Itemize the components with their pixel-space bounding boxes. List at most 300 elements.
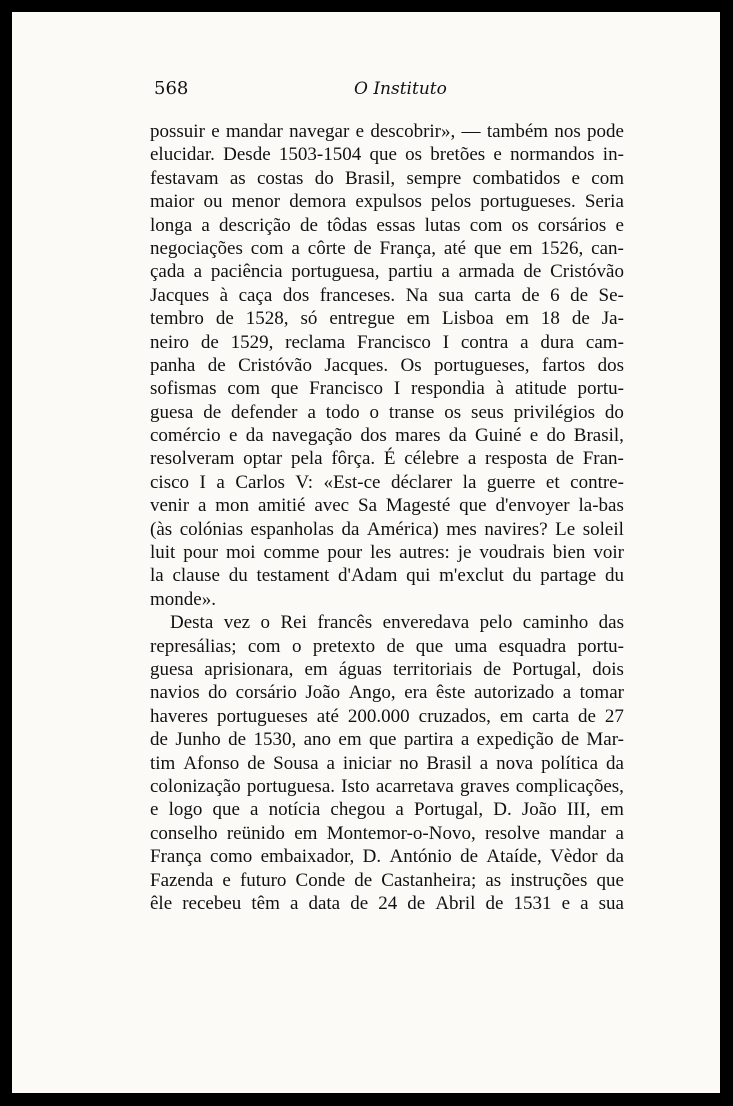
word: em <box>294 822 318 844</box>
word: como <box>210 846 253 868</box>
word: pelos <box>430 191 472 213</box>
word: Carlos <box>235 471 285 493</box>
word: combatidos <box>472 167 561 189</box>
word: do <box>314 167 334 189</box>
word: sua <box>598 892 624 914</box>
book-page <box>12 12 720 1093</box>
word: a <box>326 752 335 774</box>
word: la <box>462 471 477 493</box>
word: 1526, <box>540 237 584 259</box>
word: descrição <box>219 214 291 236</box>
word: D. <box>362 846 382 868</box>
word: Le <box>555 518 576 540</box>
word: 200.000 <box>347 705 410 727</box>
word: de <box>228 729 247 751</box>
word: de <box>571 308 590 330</box>
word: tembro <box>150 308 204 330</box>
word: sofismas <box>150 378 217 400</box>
word: com <box>227 378 261 400</box>
word: paciência <box>210 261 283 283</box>
word: Os <box>400 354 422 376</box>
word: dos <box>360 425 387 447</box>
word: demora <box>289 191 347 213</box>
text-line <box>150 681 624 704</box>
word: pretexto <box>312 635 376 657</box>
word: partira <box>403 729 454 751</box>
word: cruzados, <box>418 705 491 727</box>
word: contre- <box>570 471 624 493</box>
word: também <box>486 121 549 142</box>
word: Junho <box>175 729 221 751</box>
word: I <box>393 378 401 400</box>
word: tim <box>150 752 176 774</box>
word: a <box>250 799 259 821</box>
word: futuro <box>239 869 287 891</box>
word: de <box>207 354 226 376</box>
word: data <box>308 892 341 914</box>
word: soleil <box>582 518 624 540</box>
word: 1530, <box>253 729 297 751</box>
word: D. <box>493 799 512 821</box>
text-line <box>150 354 624 377</box>
word: de <box>353 237 372 259</box>
text-line <box>150 728 624 751</box>
word: era <box>404 682 428 704</box>
word: Castanheira; <box>381 869 477 891</box>
word: complicações, <box>515 775 624 797</box>
word: «Est-ce <box>323 471 381 493</box>
word: Rei <box>280 612 307 634</box>
word: em <box>509 237 533 259</box>
word: todo <box>325 401 360 423</box>
text-line <box>150 143 624 166</box>
text-line <box>150 401 624 424</box>
word: América) <box>366 518 439 540</box>
text-line <box>150 167 624 190</box>
word: têm <box>251 892 280 914</box>
word: a <box>562 682 572 704</box>
word: corsário <box>235 682 297 704</box>
word: 6 <box>550 284 560 306</box>
word: — <box>461 121 481 142</box>
text-line <box>150 564 624 587</box>
word: portugueses, <box>434 354 530 376</box>
word: vez <box>223 612 251 634</box>
word: territoriais <box>392 658 473 680</box>
word: la-bas <box>578 495 624 517</box>
word: as <box>485 869 502 891</box>
word: política <box>541 752 599 774</box>
word: que <box>212 799 240 821</box>
paragraph-2 <box>150 611 624 915</box>
word: até <box>316 705 339 727</box>
word: de <box>386 635 405 657</box>
word: Jacques <box>150 284 210 306</box>
page-header <box>154 78 484 108</box>
text-line <box>150 611 624 634</box>
word: caminho <box>522 612 589 634</box>
word: com <box>591 167 624 189</box>
word: que <box>270 378 299 400</box>
word: do <box>208 682 228 704</box>
word: a <box>289 892 299 914</box>
word: e <box>211 121 220 142</box>
page-number: 568 <box>154 78 189 99</box>
word: logo <box>168 799 203 821</box>
word: III, <box>566 799 591 821</box>
word: 27 <box>604 705 624 727</box>
word: Desta <box>170 612 214 634</box>
word: embaixador, <box>260 846 355 868</box>
word: 1528, <box>245 308 289 330</box>
word: no <box>399 752 419 774</box>
running-title: O Instituto <box>354 79 447 99</box>
word: navegação <box>271 425 353 447</box>
word: déclarer <box>391 471 453 493</box>
word: navegar <box>289 121 350 142</box>
word: colonização <box>150 775 241 797</box>
word: da <box>245 425 264 447</box>
word: portugueses <box>217 705 308 727</box>
word: comme <box>263 542 320 564</box>
word: in- <box>602 144 624 166</box>
word: do <box>604 401 624 423</box>
word: 18 <box>540 308 560 330</box>
word: guesa <box>150 401 194 423</box>
word: de <box>299 214 318 236</box>
text-line <box>150 377 624 400</box>
word: nova <box>496 752 534 774</box>
word: Ango, <box>348 682 396 704</box>
word: Se- <box>598 284 624 306</box>
word: corsários <box>537 214 607 236</box>
word: Ataíde, <box>486 846 542 868</box>
word: portuguesa. <box>246 775 336 797</box>
word: carta <box>532 705 570 727</box>
word: Guiné <box>475 425 522 447</box>
word: de <box>483 658 502 680</box>
text-line <box>150 424 624 447</box>
word: de <box>215 308 234 330</box>
word: a <box>580 892 589 914</box>
text-line <box>150 892 624 915</box>
text-line <box>150 120 624 143</box>
word: pode <box>587 121 624 142</box>
text-line <box>150 471 624 494</box>
word: Jacques. <box>324 354 389 376</box>
word: portuguesa, <box>291 261 380 283</box>
word: portu- <box>577 635 624 657</box>
text-line <box>150 518 624 541</box>
word: navires? <box>484 518 548 540</box>
word: com <box>250 237 284 259</box>
word: célebre <box>404 448 460 470</box>
word: de <box>203 401 222 423</box>
word: carta <box>474 284 512 306</box>
word: à <box>219 284 229 306</box>
word: portu- <box>577 378 624 400</box>
word: elucidar. <box>150 144 215 166</box>
word: bien <box>552 542 586 564</box>
paragraph-1 <box>150 120 624 611</box>
word: Cristóvão <box>550 261 624 283</box>
word: pelo <box>479 612 513 634</box>
word: António <box>389 846 452 868</box>
text-line <box>150 588 624 611</box>
word: de <box>570 284 589 306</box>
text-line <box>150 190 624 213</box>
word: Magesté <box>385 495 451 517</box>
word: Afonso <box>183 752 240 774</box>
word: venir <box>150 495 190 517</box>
word: atitude <box>514 378 567 400</box>
word: de <box>354 869 373 891</box>
word: pour <box>327 542 363 564</box>
word: d'envoyer <box>495 495 570 517</box>
word: transe <box>388 401 435 423</box>
word: e <box>561 892 571 914</box>
word: em <box>600 799 624 821</box>
word: du <box>604 565 624 587</box>
text-line <box>150 307 624 330</box>
word: É <box>383 448 396 470</box>
word: de <box>247 752 266 774</box>
word: a <box>197 495 207 517</box>
word: e <box>571 167 580 189</box>
word: a <box>307 401 316 423</box>
word: com <box>247 635 281 657</box>
word: acarretava <box>375 775 454 797</box>
word: navios <box>150 682 200 704</box>
word: 1503-1504 <box>278 144 362 166</box>
word: haveres <box>150 705 209 727</box>
word: a <box>441 261 450 283</box>
text-line <box>150 635 624 658</box>
word: je <box>457 542 472 564</box>
word: et <box>545 471 560 493</box>
word: descobrir», <box>370 121 456 142</box>
text-line <box>150 284 624 307</box>
word: de <box>523 261 542 283</box>
word: Desde <box>223 144 271 166</box>
word: neiro <box>150 331 190 353</box>
word: costas <box>257 167 304 189</box>
word: contra <box>460 331 509 353</box>
word: a <box>467 448 477 470</box>
word: Conde <box>295 869 346 891</box>
text-line <box>150 869 624 892</box>
word: Fazenda <box>150 869 214 891</box>
word: Brasil, <box>345 167 396 189</box>
text-line <box>150 447 624 470</box>
word: dos <box>282 284 310 306</box>
word: Na <box>405 284 428 306</box>
word: tomar <box>579 682 624 704</box>
word: aprisionara, <box>204 658 294 680</box>
word: do <box>546 425 566 447</box>
word: festavam <box>150 167 219 189</box>
word: Isto <box>341 775 370 797</box>
word: Sousa <box>273 752 319 774</box>
word: a <box>193 261 203 283</box>
word: a <box>395 799 404 821</box>
word: la <box>150 565 164 587</box>
word: Cristóvão <box>238 354 312 376</box>
word: normandos <box>510 144 595 166</box>
word: as <box>229 167 246 189</box>
text-line <box>150 798 624 821</box>
word: moi <box>226 542 256 564</box>
word: a <box>520 331 529 353</box>
word: a <box>479 752 489 774</box>
word: bretões <box>430 144 486 166</box>
text-line <box>150 775 624 798</box>
word: em <box>406 308 430 330</box>
word: instruções <box>510 869 588 891</box>
word: resposta <box>485 448 548 470</box>
word: Mar- <box>586 729 624 751</box>
word: partiu <box>388 261 433 283</box>
word: Seria <box>584 191 624 213</box>
word: o <box>291 635 302 657</box>
word: comércio <box>150 425 221 447</box>
word: m'exclut <box>439 565 504 587</box>
word: Portugal, <box>512 658 582 680</box>
word: Francisco <box>357 331 431 353</box>
word: reclama <box>285 331 346 353</box>
word: Fran- <box>582 448 624 470</box>
word: em <box>304 658 328 680</box>
word: possuir <box>150 121 205 142</box>
word: Ja- <box>601 308 624 330</box>
word: França, <box>379 237 436 259</box>
word: mes <box>446 518 477 540</box>
text-line <box>150 822 624 845</box>
word: de <box>150 729 168 751</box>
word: notícia <box>268 799 321 821</box>
word: Brasil <box>426 752 472 774</box>
word: de <box>556 448 574 470</box>
word: de <box>407 892 426 914</box>
word: côrte <box>307 237 346 259</box>
word: e <box>150 799 159 821</box>
word: França <box>150 846 202 868</box>
word: a <box>291 237 300 259</box>
word: clause <box>172 565 220 587</box>
word: sua <box>438 284 464 306</box>
word: Brasil, <box>573 425 624 447</box>
word: êste <box>435 682 466 704</box>
word: (às <box>150 518 173 540</box>
word: João <box>305 682 341 704</box>
text-line <box>150 494 624 517</box>
word: de <box>460 846 479 868</box>
word: testament <box>256 565 330 587</box>
word: chegou <box>330 799 386 821</box>
word: os <box>511 214 529 236</box>
text-line <box>150 845 624 868</box>
word: d'Adam <box>338 565 398 587</box>
word: de <box>200 331 219 353</box>
word: essas <box>376 214 416 236</box>
word: sempre <box>406 167 462 189</box>
word: optar <box>243 448 283 470</box>
word: guerre <box>486 471 536 493</box>
text-line <box>150 237 624 260</box>
text-line <box>150 541 624 564</box>
text-line <box>150 752 624 775</box>
word: e <box>493 144 502 166</box>
word: iniciar <box>342 752 392 774</box>
word: ou <box>203 191 223 213</box>
word: em <box>338 729 362 751</box>
word: Abril <box>435 892 476 914</box>
word: de <box>578 705 596 727</box>
word: João <box>521 799 557 821</box>
word: da <box>605 846 624 868</box>
word: só <box>300 308 318 330</box>
word: resolve <box>485 822 540 844</box>
word: 1531 <box>513 892 552 914</box>
word: pela <box>290 448 323 470</box>
word: mandar <box>225 121 283 142</box>
word: 1529, <box>230 331 274 353</box>
word: autorizado <box>473 682 555 704</box>
word: cam- <box>585 331 624 353</box>
word: mares <box>395 425 441 447</box>
text-line <box>150 705 624 728</box>
word: voir <box>593 542 624 564</box>
word: amitié <box>257 495 306 517</box>
word: enveredava <box>382 612 470 634</box>
word: que <box>369 729 397 751</box>
word: e <box>615 214 624 236</box>
text-line <box>150 658 624 681</box>
word: Portugal, <box>413 799 484 821</box>
word: colónias <box>179 518 244 540</box>
word: I <box>199 471 206 493</box>
word: de <box>521 284 540 306</box>
word: que <box>596 869 624 891</box>
word: fôrça. <box>331 448 376 470</box>
word: à <box>495 378 505 400</box>
word: seus <box>471 401 504 423</box>
word: da <box>606 752 624 774</box>
word: com <box>469 214 503 236</box>
body-text <box>150 120 624 915</box>
word: du <box>228 565 248 587</box>
word: portugueses. <box>480 191 576 213</box>
word: dura <box>540 331 575 353</box>
word: represálias; <box>150 635 237 657</box>
word: o <box>260 612 271 634</box>
word: entregue <box>329 308 395 330</box>
word: armada <box>458 261 515 283</box>
word: e <box>355 121 365 142</box>
word: esquadra <box>498 635 567 657</box>
word: dos <box>597 354 624 376</box>
word: Montemor-o-Novo, <box>326 822 476 844</box>
word: êle <box>150 892 173 914</box>
word: guesa <box>150 658 194 680</box>
text-line <box>150 260 624 283</box>
word: ano <box>303 729 332 751</box>
word: qui <box>406 565 431 587</box>
word: que <box>369 144 397 166</box>
word: reünido <box>226 822 285 844</box>
word: caça <box>238 284 273 306</box>
word: e <box>228 425 238 447</box>
